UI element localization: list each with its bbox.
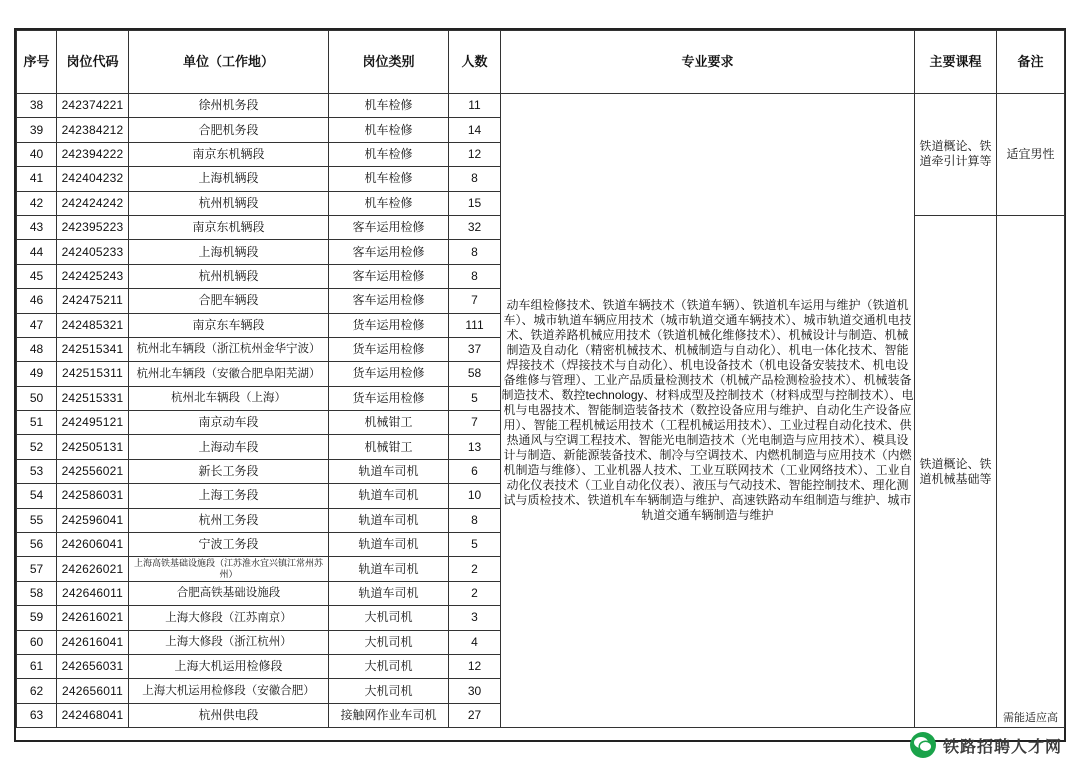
table-row	[17, 94, 1065, 118]
header-seq: 序号	[17, 31, 57, 94]
cell-job-code: 242656031	[57, 654, 129, 678]
cell-count: 13	[449, 435, 501, 459]
cell-count: 6	[449, 459, 501, 483]
cell-count: 7	[449, 411, 501, 435]
cell-unit: 杭州北车辆段（上海）	[129, 386, 329, 410]
cell-sequence: 57	[17, 557, 57, 581]
cell-category: 客车运用检修	[329, 215, 449, 239]
cell-sequence: 60	[17, 630, 57, 654]
table-header-row	[17, 31, 1065, 94]
cell-category: 机车检修	[329, 142, 449, 166]
cell-job-code: 242646011	[57, 581, 129, 605]
cell-sequence: 46	[17, 289, 57, 313]
cell-unit: 上海大修段（浙江杭州）	[129, 630, 329, 654]
cell-unit: 上海高铁基础设施段（江苏淮水宜兴镇江常州苏州）	[129, 557, 329, 581]
cell-unit: 杭州北车辆段（安徽合肥阜阳芜湖）	[129, 362, 329, 386]
cell-category: 机车检修	[329, 167, 449, 191]
cell-count: 8	[449, 264, 501, 288]
cell-unit: 上海大机运用检修段	[129, 654, 329, 678]
cell-sequence: 56	[17, 533, 57, 557]
cell-job-code: 242405233	[57, 240, 129, 264]
cell-sequence: 44	[17, 240, 57, 264]
header-note: 备注	[997, 31, 1065, 94]
cell-unit: 杭州供电段	[129, 703, 329, 727]
cell-category: 大机司机	[329, 654, 449, 678]
cell-unit: 上海大机运用检修段（安徽合肥）	[129, 679, 329, 703]
cell-sequence: 39	[17, 118, 57, 142]
cell-category: 货车运用检修	[329, 386, 449, 410]
cell-courses-group-2: 铁道概论、铁道机械基础等	[915, 215, 997, 727]
cell-count: 5	[449, 386, 501, 410]
cell-category: 大机司机	[329, 679, 449, 703]
cell-sequence: 58	[17, 581, 57, 605]
cell-sequence: 42	[17, 191, 57, 215]
header-code: 岗位代码	[57, 31, 129, 94]
table-body	[17, 94, 1065, 728]
cell-count: 111	[449, 313, 501, 337]
cell-job-code: 242556021	[57, 459, 129, 483]
document-page	[14, 28, 1066, 742]
cell-category: 客车运用检修	[329, 264, 449, 288]
cell-category: 客车运用检修	[329, 289, 449, 313]
cell-count: 5	[449, 533, 501, 557]
cell-count: 58	[449, 362, 501, 386]
cell-job-code: 242495121	[57, 411, 129, 435]
header-category: 岗位类别	[329, 31, 449, 94]
cell-sequence: 47	[17, 313, 57, 337]
cell-category: 机车检修	[329, 118, 449, 142]
cell-unit: 徐州机务段	[129, 94, 329, 118]
cell-count: 14	[449, 118, 501, 142]
cell-category: 轨道车司机	[329, 459, 449, 483]
cell-category: 轨道车司机	[329, 581, 449, 605]
cell-unit: 杭州机辆段	[129, 191, 329, 215]
cell-job-code: 242505131	[57, 435, 129, 459]
cell-category: 货车运用检修	[329, 337, 449, 361]
cell-job-code: 242596041	[57, 508, 129, 532]
cell-job-code: 242374221	[57, 94, 129, 118]
cell-job-code: 242394222	[57, 142, 129, 166]
cell-count: 12	[449, 654, 501, 678]
cell-unit: 上海大修段（江苏南京）	[129, 606, 329, 630]
cell-unit: 宁波工务段	[129, 533, 329, 557]
cell-sequence: 45	[17, 264, 57, 288]
cell-job-code: 242515311	[57, 362, 129, 386]
cell-unit: 南京东机辆段	[129, 142, 329, 166]
cell-category: 轨道车司机	[329, 508, 449, 532]
cell-unit: 杭州北车辆段（浙江杭州金华宁波）	[129, 337, 329, 361]
cell-category: 机车检修	[329, 191, 449, 215]
cell-unit: 合肥高铁基础设施段	[129, 581, 329, 605]
cell-job-code: 242515331	[57, 386, 129, 410]
cell-sequence: 51	[17, 411, 57, 435]
cell-unit: 上海机辆段	[129, 240, 329, 264]
cell-unit: 南京东车辆段	[129, 313, 329, 337]
cell-count: 3	[449, 606, 501, 630]
cell-sequence: 62	[17, 679, 57, 703]
cell-job-code: 242404232	[57, 167, 129, 191]
cell-category: 大机司机	[329, 606, 449, 630]
cell-count: 8	[449, 508, 501, 532]
cell-category: 机车检修	[329, 94, 449, 118]
cell-job-code: 242475211	[57, 289, 129, 313]
cell-category: 轨道车司机	[329, 533, 449, 557]
cell-category: 客车运用检修	[329, 240, 449, 264]
cell-unit: 合肥车辆段	[129, 289, 329, 313]
cell-unit: 上海机辆段	[129, 167, 329, 191]
cell-sequence: 59	[17, 606, 57, 630]
cell-job-code: 242384212	[57, 118, 129, 142]
header-count: 人数	[449, 31, 501, 94]
cell-count: 30	[449, 679, 501, 703]
cell-sequence: 61	[17, 654, 57, 678]
header-unit: 单位（工作地）	[129, 31, 329, 94]
cell-sequence: 40	[17, 142, 57, 166]
cell-sequence: 63	[17, 703, 57, 727]
cell-category: 接触网作业车司机	[329, 703, 449, 727]
cell-job-code: 242424242	[57, 191, 129, 215]
cell-sequence: 52	[17, 435, 57, 459]
cell-count: 2	[449, 557, 501, 581]
cell-category: 轨道车司机	[329, 484, 449, 508]
cell-count: 12	[449, 142, 501, 166]
cell-sequence: 54	[17, 484, 57, 508]
cell-category: 货车运用检修	[329, 362, 449, 386]
cell-major-requirement: 动车组检修技术、铁道车辆技术（铁道车辆）、铁道机车运用与维护（铁道机车）、城市轨道车辆应用技术（城市轨道交通车辆技术）、城市轨道交通机电技术、铁道养路机械应用技术（铁道机械化维修技术）、机械设计与制造、机械制造及自动化（精密机械技术、机械制造与自动化）、机电一体化技术、智能焊接技术（焊接技术与自动化）、机电设备技术（机电设备安装技术、机电设备维修与管理）、工业产品质量检测技术（机械产品检测检验技术）、机械装备制造技术、数控technology、材料成型及控制技术（材料成型与控制技术）、电机与电器技术、智能制造装备技术（数控设备应用与维护、自动化生产设备应用）、智能工程机械运用技术（工程机械运用技术）、工业过程自动化技术、供热通风与空调工程技术、智能光电制造技术（光电制造与应用技术）、模具设计与制造、新能源装备技术、制冷与空调技术、内燃机制造与应用技术（内燃机制造与维修）、工业机器人技术、工业互联网技术（工业网络技术）、工业自动化仪表技术（工业自动化仪表）、液压与气动技术、智能控制技术、理化测试与质检技术、铁道机车车辆制造与维护、高速铁路动车组制造与维护、城市轨道交通车辆制造与维护	[501, 94, 915, 728]
cell-category: 机械钳工	[329, 411, 449, 435]
header-courses: 主要课程	[915, 31, 997, 94]
cell-count: 15	[449, 191, 501, 215]
cell-job-code: 242626021	[57, 557, 129, 581]
cell-job-code: 242485321	[57, 313, 129, 337]
cell-job-code: 242586031	[57, 484, 129, 508]
cell-sequence: 48	[17, 337, 57, 361]
cell-count: 7	[449, 289, 501, 313]
cell-unit: 合肥机务段	[129, 118, 329, 142]
watermark	[910, 732, 1062, 758]
cell-note-group-1: 适宜男性	[997, 94, 1065, 216]
cell-sequence: 43	[17, 215, 57, 239]
cell-sequence: 41	[17, 167, 57, 191]
cell-category: 大机司机	[329, 630, 449, 654]
cell-sequence: 50	[17, 386, 57, 410]
cell-job-code: 242468041	[57, 703, 129, 727]
cell-job-code: 242425243	[57, 264, 129, 288]
cell-job-code: 242395223	[57, 215, 129, 239]
cell-sequence: 53	[17, 459, 57, 483]
jobs-table	[16, 30, 1065, 728]
watermark-label: 铁路招聘人才网	[942, 738, 1062, 756]
cell-sequence: 55	[17, 508, 57, 532]
cell-count: 11	[449, 94, 501, 118]
cell-count: 4	[449, 630, 501, 654]
cell-unit: 上海动车段	[129, 435, 329, 459]
cell-job-code: 242616041	[57, 630, 129, 654]
cell-category: 轨道车司机	[329, 557, 449, 581]
cell-sequence: 49	[17, 362, 57, 386]
cell-courses-group-1: 铁道概论、铁道牵引计算等	[915, 94, 997, 216]
cell-unit: 杭州机辆段	[129, 264, 329, 288]
header-major: 专业要求	[501, 31, 915, 94]
cell-count: 2	[449, 581, 501, 605]
cell-unit: 南京动车段	[129, 411, 329, 435]
cell-job-code: 242515341	[57, 337, 129, 361]
cell-job-code: 242606041	[57, 533, 129, 557]
cell-unit: 杭州工务段	[129, 508, 329, 532]
cell-job-code: 242616021	[57, 606, 129, 630]
cell-count: 10	[449, 484, 501, 508]
cell-unit: 新长工务段	[129, 459, 329, 483]
cell-count: 32	[449, 215, 501, 239]
cell-unit: 上海工务段	[129, 484, 329, 508]
cell-category: 机械钳工	[329, 435, 449, 459]
cell-count: 8	[449, 167, 501, 191]
cell-sequence: 38	[17, 94, 57, 118]
cell-note-group-2: 需能适应高	[997, 215, 1065, 727]
cell-unit: 南京东机辆段	[129, 215, 329, 239]
cell-count: 27	[449, 703, 501, 727]
cell-count: 8	[449, 240, 501, 264]
wechat-logo-icon	[910, 732, 936, 758]
cell-category: 货车运用检修	[329, 313, 449, 337]
cell-count: 37	[449, 337, 501, 361]
cell-job-code: 242656011	[57, 679, 129, 703]
